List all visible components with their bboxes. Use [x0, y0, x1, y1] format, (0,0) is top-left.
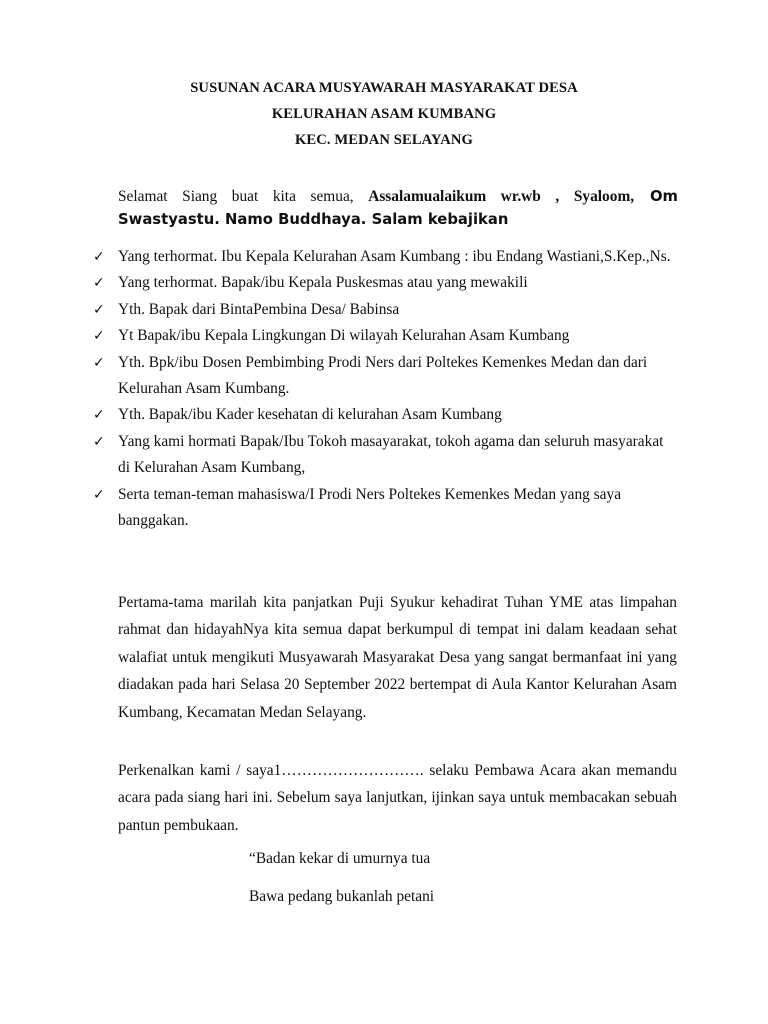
salutation-list [93, 244, 673, 534]
opening-paragraph: Pertama-tama marilah kita panjatkan Puji Syukur kehadirat Tuhan YME atas limpahan rahmat dan hidayahNya kita semua dapat berkumpul di tempat ini dalam keadaan sehat walafiat untuk mengikuti Musyawarah Masyarakat Desa yang sangat bermanfaat ini yang diadakan pada hari Selasa 20 September 2022 bertempat di Aula Kantor Kelurahan Asam Kumbang, Kecamatan Medan Selayang. [118, 594, 677, 721]
pantun-line-2: Bawa pedang bukanlah petani [249, 888, 435, 905]
salutation-text: Yang terhormat. Bapak/ibu Kepala Puskesmas atau yang mewakili [118, 274, 528, 292]
salutation-text: Yt Bapak/ibu Kepala Lingkungan Di wilayah Kelurahan Asam Kumbang [118, 327, 570, 345]
pantun-line-1: “Badan kekar di umurnya tua [249, 850, 431, 867]
salutation-text: Yth. Bapak dari BintaPembina Desa/ Babinsa [118, 300, 400, 318]
salutation-text: Serta teman-teman mahasiswa/I Prodi Ners Poltekes Kemenkes Medan yang saya banggakan. [118, 485, 622, 530]
document-title: SUSUNAN ACARA MUSYAWARAH MASYARAKAT DESA [190, 80, 578, 96]
document-subtitle-kelurahan: KELURAHAN ASAM KUMBANG [271, 106, 497, 122]
check-mark-icon: ✓ [93, 433, 105, 450]
introduction-paragraph: Perkenalkan kami / saya1………………………. selaku Pembawa Acara akan memandu acara pada siang hari ini. Sebelum saya lanjutkan, ijinkan saya untuk membacakan sebuah pantun pembukaan. [118, 762, 677, 834]
check-mark-icon: ✓ [93, 275, 105, 292]
check-mark-icon: ✓ [93, 301, 105, 318]
check-mark-icon: ✓ [93, 328, 105, 345]
check-mark-icon: ✓ [93, 407, 105, 424]
salutation-text: Yang kami hormati Bapak/Ibu Tokoh masayarakat, tokoh agama dan seluruh masyarakat di Kelurahan Asam Kumbang, [118, 432, 664, 477]
salutation-item [93, 323, 673, 349]
salutation-item [93, 244, 673, 270]
greeting-bold-salam: Assalamualaikum wr.wb , Syaloom, [368, 188, 635, 205]
salutation-item [93, 297, 673, 323]
check-mark-icon: ✓ [93, 249, 105, 265]
salutation-text: Yth. Bapak/ibu Kader kesehatan di kelurahan Asam Kumbang [118, 406, 502, 424]
salutation-text: Yth. Bpk/ibu Dosen Pembimbing Prodi Ners dari Poltekes Kemenkes Medan dan dari Kelurahan Asam Kumbang. [118, 353, 648, 398]
greeting-bold-om: Om [634, 188, 678, 205]
salutation-text: Yang terhormat. Ibu Kepala Kelurahan Asam Kumbang : ibu Endang Wastiani,S.Kep.,Ns. [118, 248, 671, 265]
salutation-item [93, 270, 673, 296]
salutation-item [93, 482, 673, 535]
document-subtitle-kecamatan: KEC. MEDAN SELAYANG [294, 132, 473, 148]
greeting-line-2: Swastyastu. Namo Buddhaya. Salam kebajikan [118, 211, 509, 228]
check-mark-icon: ✓ [93, 486, 105, 503]
greeting-plain: Selamat Siang buat kita semua, [118, 188, 369, 205]
check-mark-icon: ✓ [93, 354, 105, 371]
salutation-item [93, 350, 673, 403]
salutation-item [93, 402, 673, 428]
salutation-item [93, 429, 673, 482]
